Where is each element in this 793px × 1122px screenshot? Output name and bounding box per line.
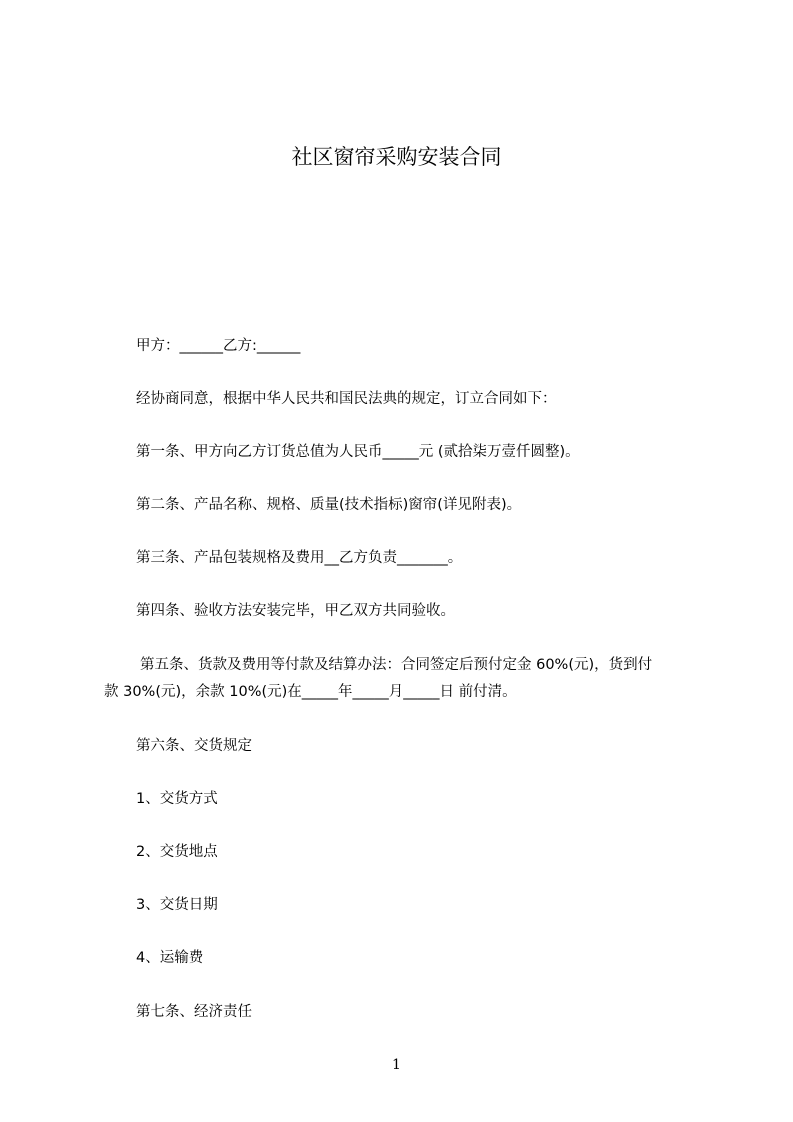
article-5-line-1: 第五条、货款及费用等付款及结算办法：合同签定后预付定金 60%(元)，货到付 [140, 657, 653, 673]
article-2: 第二条、产品名称、规格、质量(技术指标)窗帘(详见附表)。 [136, 497, 522, 513]
article-7: 第七条、经济责任 [136, 1004, 252, 1020]
article-3: 第三条、产品包装规格及费用__乙方负责_______。 [136, 550, 463, 566]
article-5-line-2: 款 30%(元)，余款 10%(元)在_____年_____月_____日 前付清。 [104, 684, 517, 700]
intro-paragraph: 经协商同意，根据中华人民共和国民法典的规定，订立合同如下： [136, 391, 557, 407]
article-6-item-3: 3、交货日期 [136, 897, 218, 913]
article-6-item-1: 1、交货方式 [136, 791, 218, 807]
article-6: 第六条、交货规定 [136, 738, 252, 754]
article-1: 第一条、甲方向乙方订货总值为人民币_____元 (贰拾柒万壹仟圆整)。 [136, 444, 580, 460]
parties-line: 甲方：______乙方:______ [136, 338, 301, 354]
article-4: 第四条、验收方法安装完毕，甲乙双方共同验收。 [136, 603, 455, 619]
article-6-item-2: 2、交货地点 [136, 844, 218, 860]
page-number: 1 [392, 1057, 401, 1073]
document-title: 社区窗帘采购安装合同 [291, 145, 502, 169]
article-6-item-4: 4、运输费 [136, 950, 204, 966]
